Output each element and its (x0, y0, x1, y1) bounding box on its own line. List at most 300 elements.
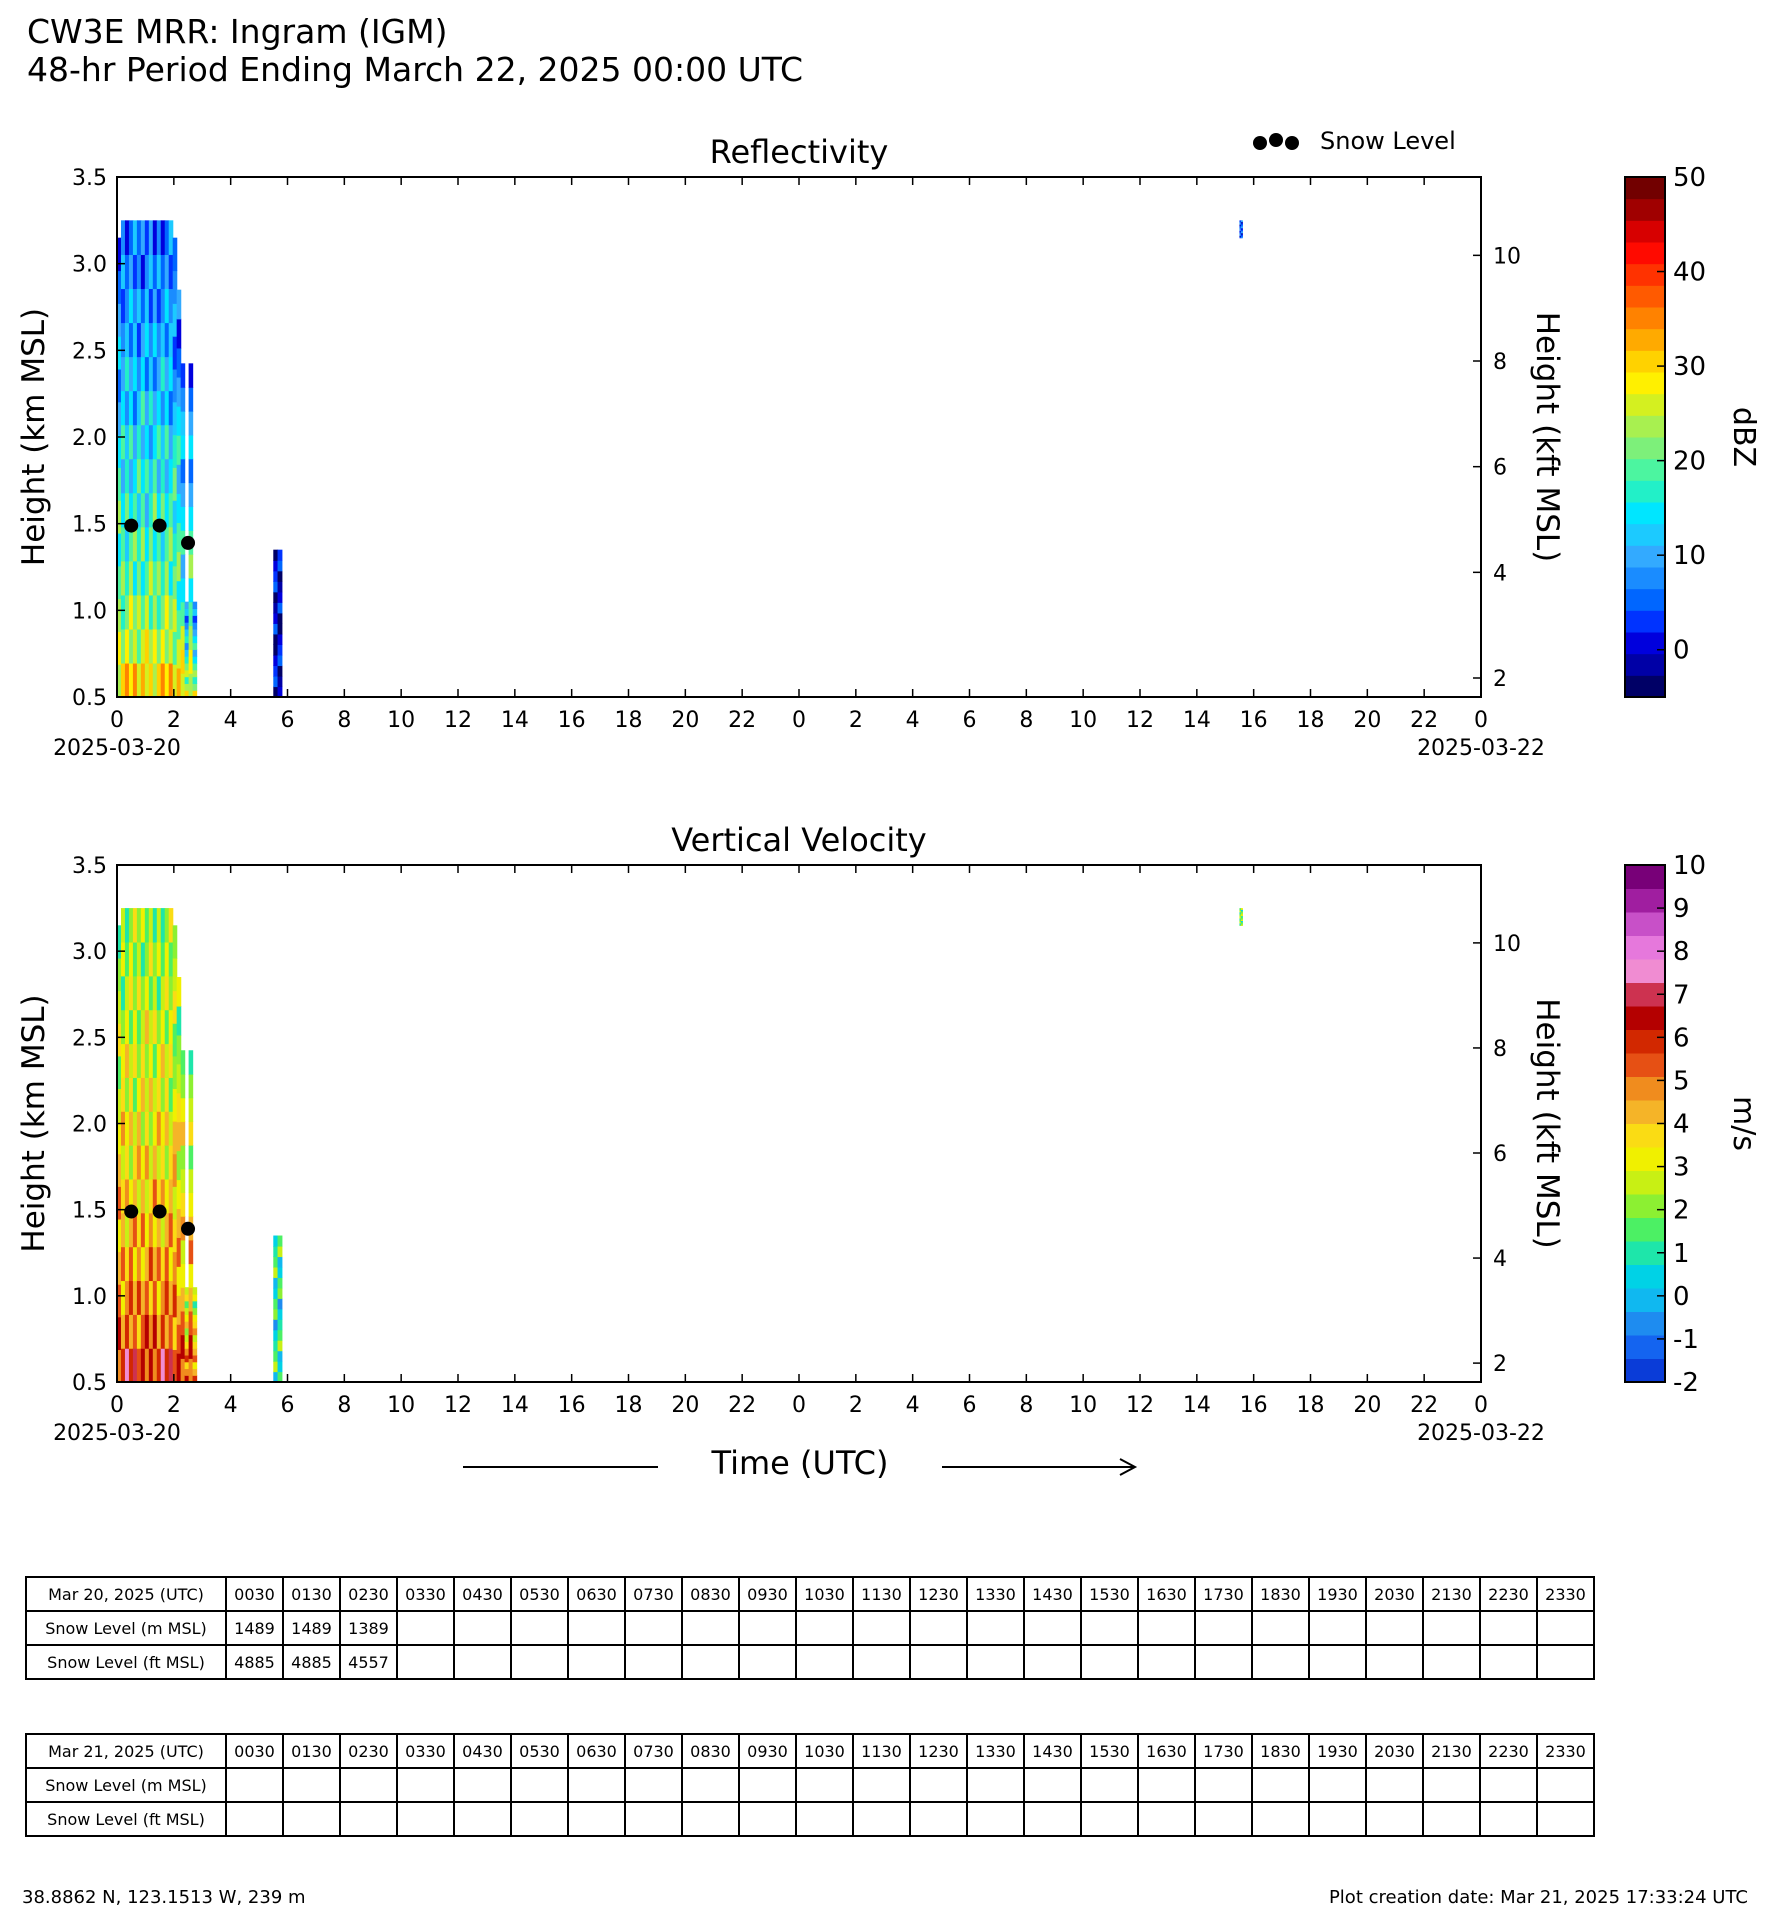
data-cell (145, 425, 150, 460)
data-cell (157, 629, 162, 664)
data-cell (185, 1287, 190, 1294)
data-cell (181, 1287, 186, 1311)
table-cell (1024, 1611, 1081, 1645)
data-layer (117, 908, 1243, 1383)
data-cell (141, 976, 146, 1010)
colorbar-segment (1625, 220, 1665, 242)
table-time-header: 1530 (1081, 1577, 1138, 1611)
data-cell (161, 1314, 166, 1348)
data-cell (153, 357, 158, 392)
data-cell (141, 1043, 146, 1077)
data-cell (181, 506, 186, 530)
data-cell (133, 595, 138, 630)
data-cell (189, 578, 194, 602)
data-cell (189, 626, 194, 650)
data-cell (125, 976, 130, 1010)
data-cell (145, 976, 150, 1010)
data-cell (181, 459, 186, 483)
table-cell (1423, 1611, 1480, 1645)
data-cell (129, 391, 134, 426)
data-cell (189, 602, 194, 626)
colorbar-tick-label: 6 (1673, 1023, 1690, 1054)
data-cell (129, 322, 134, 357)
table-time-header: 2330 (1537, 1734, 1594, 1768)
x-tick-label: 20 (1353, 1393, 1382, 1418)
table-time-header: 2230 (1480, 1734, 1537, 1768)
data-cell (141, 1314, 146, 1348)
table-row (26, 1802, 1594, 1836)
data-cell (145, 391, 150, 426)
data-cell (161, 595, 166, 630)
data-cell (189, 1169, 194, 1193)
table-cell: 4557 (340, 1645, 397, 1679)
data-cell (181, 554, 186, 578)
data-cell (177, 1353, 182, 1383)
table-cell (682, 1611, 739, 1645)
data-cell (129, 976, 134, 1010)
data-cell (133, 1247, 138, 1281)
data-cell (121, 527, 126, 562)
data-cell (173, 1023, 178, 1056)
data-cell (133, 942, 138, 976)
data-cell (149, 527, 154, 562)
data-cell (173, 925, 178, 958)
table-cell (910, 1645, 967, 1679)
data-cell (181, 1169, 186, 1193)
x-tick-label: 4 (905, 1393, 920, 1418)
table-cell (1309, 1645, 1366, 1679)
data-cell (161, 1348, 166, 1382)
data-cell (181, 1145, 186, 1169)
colorbar-segment (1625, 1312, 1665, 1336)
table-time-header: 2030 (1366, 1577, 1423, 1611)
y-tick-label: 0.5 (72, 686, 107, 711)
data-cell (157, 459, 162, 494)
data-cell (133, 391, 138, 426)
colorbar-segment (1625, 1194, 1665, 1218)
chart-panel-0 (16, 133, 1761, 761)
data-cell (137, 220, 142, 255)
data-cell (141, 1348, 146, 1382)
data-cell (129, 663, 134, 698)
data-cell (133, 1010, 138, 1044)
data-cell (141, 1010, 146, 1044)
data-cell (185, 1368, 190, 1375)
data-cell (145, 220, 150, 255)
y-tick-label: 3.0 (72, 252, 107, 278)
table-time-header: 1030 (796, 1577, 853, 1611)
table-cell (796, 1645, 853, 1679)
data-cell (137, 1280, 142, 1314)
data-cell (121, 663, 126, 698)
data-cell (141, 425, 146, 460)
data-cell (125, 459, 130, 494)
data-cell (193, 643, 198, 650)
table-time-header: 0930 (739, 1577, 796, 1611)
data-cell (137, 1010, 142, 1044)
data-cell (169, 976, 174, 1010)
data-cell (149, 254, 154, 289)
data-cell (145, 1213, 150, 1247)
table-cell (1423, 1645, 1480, 1679)
data-cell (273, 1277, 278, 1288)
table-time-header: 0730 (625, 1734, 682, 1768)
data-cell (157, 1280, 162, 1314)
data-cell (121, 976, 126, 1010)
data-cell (129, 1077, 134, 1111)
data-cell (157, 220, 162, 255)
colorbar-tick-label: 10 (1673, 541, 1707, 572)
data-cell (181, 649, 186, 673)
colorbar-tick-label: 50 (1673, 163, 1707, 193)
data-cell (121, 322, 126, 357)
data-cell (169, 459, 174, 494)
data-cell (165, 1145, 170, 1179)
table-time-header: 0030 (226, 1577, 283, 1611)
data-cell (185, 636, 190, 643)
data-cell (137, 288, 142, 323)
data-cell (169, 1348, 174, 1382)
data-cell (189, 1145, 194, 1169)
data-cell (125, 1043, 130, 1077)
data-cell (141, 1111, 146, 1145)
snow-level-point (153, 1205, 167, 1219)
data-cell (149, 357, 154, 392)
x-tick-label: 2 (848, 1393, 863, 1418)
table-cell (1252, 1611, 1309, 1645)
data-cell (145, 493, 150, 528)
data-cell (149, 1314, 154, 1348)
data-cell (121, 1043, 126, 1077)
colorbar-tick-label: 0 (1673, 1281, 1690, 1312)
data-cell (145, 1348, 150, 1382)
colorbar-tick-label: 30 (1673, 352, 1707, 383)
table-cell (340, 1802, 397, 1836)
table-header-row (26, 1577, 1594, 1611)
table-cell (910, 1611, 967, 1645)
table-cell (454, 1768, 511, 1802)
data-cell (125, 663, 130, 698)
data-cell (157, 1314, 162, 1348)
x-tick-label: 0 (110, 708, 124, 733)
data-cell (141, 942, 146, 976)
data-cell (153, 391, 158, 426)
data-cell (121, 1077, 126, 1111)
data-cell (157, 1010, 162, 1044)
table-time-header: 0530 (511, 1577, 568, 1611)
data-cell (141, 254, 146, 289)
data-cell (273, 655, 278, 666)
data-cell (177, 1180, 182, 1210)
table-cell (1195, 1802, 1252, 1836)
table-cell (967, 1611, 1024, 1645)
colorbar-tick-label: 8 (1673, 937, 1690, 968)
data-cell (129, 1145, 134, 1179)
data-cell (189, 411, 194, 435)
table-cell (853, 1802, 910, 1836)
colorbar-segment (1625, 480, 1665, 502)
table-date-header: Mar 20, 2025 (UTC) (26, 1577, 226, 1611)
data-cell (153, 1348, 158, 1382)
data-cell (125, 1010, 130, 1044)
data-cell (149, 493, 154, 528)
data-cell (157, 1348, 162, 1382)
data-cell (121, 1111, 126, 1145)
table-cell (1081, 1768, 1138, 1802)
x-tick-label: 18 (614, 1393, 643, 1418)
data-cell (177, 435, 182, 465)
table-cell (397, 1802, 454, 1836)
data-cell (173, 336, 178, 369)
data-cell (129, 908, 134, 942)
table-time-header: 2230 (1480, 1577, 1537, 1611)
y2-tick-label: 8 (1493, 350, 1507, 376)
snow-level-table-mar20 (25, 1576, 1595, 1680)
data-cell (193, 663, 198, 670)
table-cell (226, 1768, 283, 1802)
data-cell (161, 561, 166, 596)
table-cell (796, 1768, 853, 1802)
data-cell (121, 942, 126, 976)
data-cell (193, 1341, 198, 1348)
data-cell (165, 391, 170, 426)
data-cell (165, 976, 170, 1010)
table-cell (1366, 1802, 1423, 1836)
table-cell (397, 1768, 454, 1802)
data-cell (129, 561, 134, 596)
data-cell (173, 402, 178, 435)
data-cell (145, 322, 150, 357)
x-tick-label: 16 (557, 708, 586, 733)
data-cell (165, 595, 170, 630)
table-time-header: 1030 (796, 1734, 853, 1768)
data-cell (137, 391, 142, 426)
data-cell (141, 629, 146, 664)
colorbar-segment (1625, 1030, 1665, 1054)
data-cell (141, 595, 146, 630)
data-cell (165, 1314, 170, 1348)
data-cell (169, 1111, 174, 1145)
date-start-label: 2025-03-20 (53, 736, 181, 761)
data-cell (173, 1088, 178, 1121)
table-row (26, 1768, 1594, 1802)
data-cell (169, 1010, 174, 1044)
data-cell (133, 976, 138, 1010)
data-cell (189, 1287, 194, 1311)
data-cell (157, 425, 162, 460)
data-cell (169, 322, 174, 357)
colorbar-unit-label: m/s (1726, 1096, 1761, 1151)
data-cell (273, 623, 278, 634)
data-cell (165, 1280, 170, 1314)
data-cell (185, 1362, 190, 1369)
data-cell (125, 391, 130, 426)
data-cell (177, 406, 182, 436)
data-cell (137, 1043, 142, 1077)
data-cell (153, 1280, 158, 1314)
table-time-header: 0830 (682, 1734, 739, 1768)
chart-title-line2: 48-hr Period Ending March 22, 2025 00:00 UTC (27, 50, 804, 89)
data-cell (125, 908, 130, 942)
data-cell (137, 629, 142, 664)
x-tick-label: 6 (962, 708, 977, 733)
data-cell (165, 288, 170, 323)
colorbar-tick-label: -2 (1673, 1368, 1699, 1398)
data-cell (165, 1043, 170, 1077)
colorbar-segment (1625, 524, 1665, 546)
data-cell (273, 1288, 278, 1299)
x-tick-label: 18 (614, 708, 643, 733)
snow-level-table-mar21 (25, 1733, 1595, 1837)
data-cell (153, 1314, 158, 1348)
snow-level-point (153, 519, 167, 533)
data-cell (153, 254, 158, 289)
data-cell (278, 1298, 283, 1309)
colorbar-segment (1625, 394, 1665, 416)
data-cell (121, 357, 126, 392)
table-time-header: 1730 (1195, 1734, 1252, 1768)
data-cell (125, 1247, 130, 1281)
data-cell (189, 1050, 194, 1074)
y-tick-label: 1.5 (72, 1198, 107, 1224)
data-cell (278, 655, 283, 666)
data-cell (153, 908, 158, 942)
plot-frame (117, 177, 1481, 697)
table-cell (910, 1802, 967, 1836)
data-layer (117, 220, 1243, 697)
data-cell (181, 1240, 186, 1264)
table-time-header: 0230 (340, 1577, 397, 1611)
colorbar-segment (1625, 545, 1665, 567)
x-tick-label: 18 (1296, 1393, 1325, 1418)
data-cell (278, 1372, 283, 1383)
x-tick-label: 2 (848, 708, 863, 733)
y-tick-label: 0.5 (72, 1371, 107, 1396)
data-cell (177, 522, 182, 552)
x-tick-label: 12 (444, 1393, 472, 1418)
data-cell (173, 599, 178, 632)
colorbar-unit-label: dBZ (1726, 406, 1761, 468)
colorbar-segment (1625, 936, 1665, 960)
data-cell (121, 1213, 126, 1247)
data-cell (273, 1309, 278, 1320)
data-cell (149, 976, 154, 1010)
data-cell (125, 425, 130, 460)
data-cell (121, 1247, 126, 1281)
data-cell (173, 1252, 178, 1285)
table-time-header: 0430 (454, 1734, 511, 1768)
data-cell (153, 220, 158, 255)
data-cell (177, 319, 182, 349)
table-row-label: Snow Level (ft MSL) (26, 1645, 226, 1679)
colorbar-segment (1625, 1288, 1665, 1312)
data-cell (145, 288, 150, 323)
data-cell (161, 322, 166, 357)
x-tick-label: 6 (962, 1393, 977, 1418)
data-cell (149, 1010, 154, 1044)
colorbar-segment (1625, 589, 1665, 611)
data-cell (153, 629, 158, 664)
table-time-header: 2030 (1366, 1734, 1423, 1768)
table-cell (739, 1645, 796, 1679)
data-cell (121, 459, 126, 494)
colorbar-tick-label: -1 (1673, 1324, 1699, 1355)
data-cell (137, 527, 142, 562)
data-cell (169, 561, 174, 596)
data-cell (165, 629, 170, 664)
table-cell: 1389 (340, 1611, 397, 1645)
data-cell (181, 363, 186, 387)
colorbar-segment (1625, 415, 1665, 437)
data-cell (278, 634, 283, 645)
table-time-header: 0730 (625, 1577, 682, 1611)
data-cell (125, 942, 130, 976)
data-cell (129, 220, 134, 255)
table-time-header: 1830 (1252, 1734, 1309, 1768)
table-cell (1309, 1611, 1366, 1645)
table-cell (568, 1802, 625, 1836)
table-cell (625, 1611, 682, 1645)
data-cell (141, 220, 146, 255)
colorbar-tick-label: 7 (1673, 980, 1690, 1011)
x-tick-label: 12 (1126, 708, 1154, 733)
data-cell (133, 908, 138, 942)
data-cell (149, 1179, 154, 1213)
data-cell (185, 1328, 190, 1335)
data-cell (189, 649, 194, 673)
colorbar-segment (1625, 1265, 1665, 1289)
data-cell (273, 571, 278, 582)
table-cell (739, 1768, 796, 1802)
data-cell (189, 387, 194, 411)
data-cell (165, 1111, 170, 1145)
data-cell (177, 1006, 182, 1036)
data-cell (161, 391, 166, 426)
data-cell (181, 1121, 186, 1145)
data-cell (165, 527, 170, 562)
data-cell (169, 1213, 174, 1247)
data-cell (161, 976, 166, 1010)
data-cell (121, 595, 126, 630)
data-cell (173, 1154, 178, 1187)
data-cell (125, 1111, 130, 1145)
legend-label: Snow Level (1320, 127, 1456, 155)
x-tick-label: 20 (671, 708, 700, 733)
data-cell (177, 1035, 182, 1065)
data-cell (169, 942, 174, 976)
data-cell (189, 1074, 194, 1098)
data-cell (149, 1043, 154, 1077)
table-time-header: 1230 (910, 1734, 967, 1768)
data-cell (161, 1077, 166, 1111)
data-cell (153, 322, 158, 357)
data-cell (278, 1330, 283, 1341)
data-cell (173, 566, 178, 599)
data-cell (149, 629, 154, 664)
colorbar-segment (1625, 675, 1665, 697)
table-time-header: 1330 (967, 1577, 1024, 1611)
table-time-header: 1730 (1195, 1577, 1252, 1611)
data-cell (145, 942, 150, 976)
data-cell (181, 1074, 186, 1098)
x-tick-label: 8 (1019, 1393, 1034, 1418)
data-cell (149, 1348, 154, 1382)
table-cell (226, 1802, 283, 1836)
colorbar-segment (1625, 350, 1665, 372)
data-cell (273, 592, 278, 603)
snow-level-point (181, 536, 195, 550)
data-cell (181, 483, 186, 507)
